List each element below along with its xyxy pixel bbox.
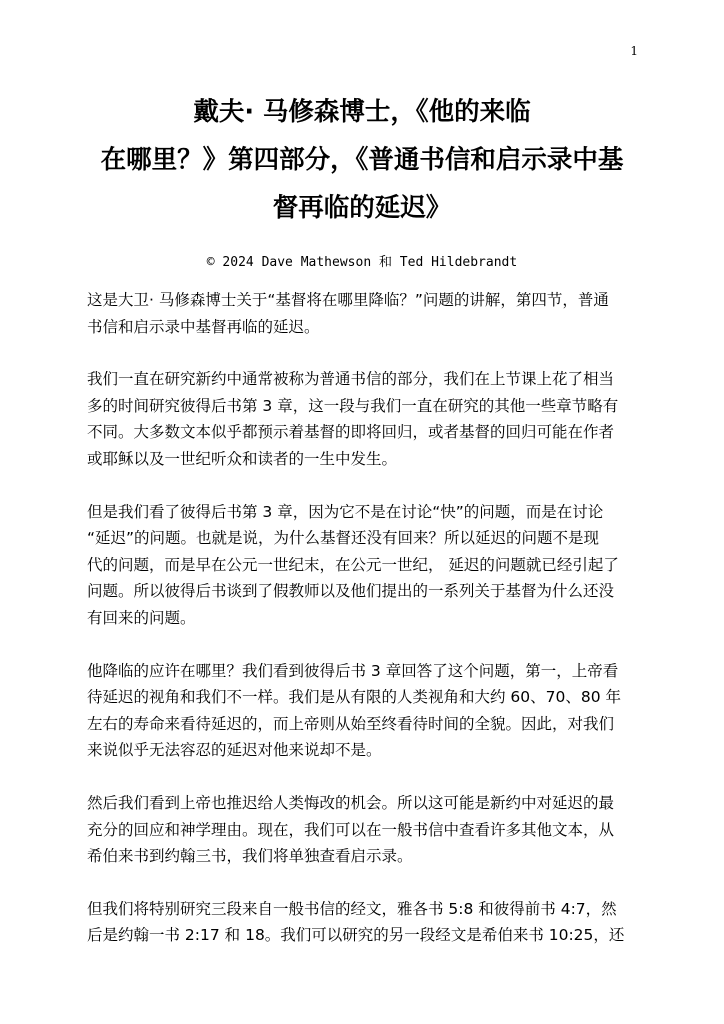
paragraph xyxy=(87,366,647,472)
text-line: 有回来的问题。 xyxy=(87,608,196,627)
text-line: 这是大卫· 马修森博士关于“基督将在哪里降临？”问题的讲解，第四节，普通 xyxy=(87,291,609,309)
text-line: 或耶稣以及一世纪听众和读者的一生中发生。 xyxy=(87,449,398,468)
text-line: 充分的回应和神学理由。现在，我们可以在一般书信中查看许多其他文本，从 xyxy=(87,820,615,839)
text-line: 但是我们看了彼得后书第 3 章，因为它不是在讨论“快”的问题，而是在讨论 xyxy=(87,502,604,521)
text-line: 希伯来书到约翰三书，我们将单独查看启示录。 xyxy=(87,847,413,866)
copyright-notice: © 2024 Dave Mathewson 和 Ted Hildebrandt xyxy=(206,255,518,270)
text-line: 问题。所以彼得后书谈到了假教师以及他们提出的一系列关于基督为什么还没 xyxy=(87,582,615,601)
title-line: 督再临的延迟》 xyxy=(272,193,452,223)
text-line: 书信和启示录中基督再临的延迟。 xyxy=(87,317,320,336)
text-line: 我们一直在研究新约中通常被称为普通书信的部分，我们在上节课上花了相当 xyxy=(87,370,615,389)
title-line: 戴夫· 马修森博士，《他的来临 xyxy=(193,97,531,127)
text-line: 待延迟的视角和我们不一样。我们是从有限的人类视角和大约 60、70、80 年 xyxy=(87,688,622,707)
page-number: 1 xyxy=(630,44,638,58)
text-line: 左右的寿命来看待延迟的，而上帝则从始至终看待时间的全貌。因此，对我们 xyxy=(87,714,615,733)
paragraph xyxy=(87,896,647,949)
paragraph xyxy=(87,658,647,764)
document-title xyxy=(74,88,650,232)
text-line: 然后我们看到上帝也推迟给人类悔改的机会。所以这可能是新约中对延迟的最 xyxy=(87,793,615,812)
text-line: 不同。大多数文本似乎都预示着基督的即将回归，或者基督的回归可能在作者 xyxy=(87,423,615,442)
paragraph xyxy=(87,790,647,870)
text-line: 但我们将特别研究三段来自一般书信的经文，雅各书 5:8 和彼得前书 4:7，然 xyxy=(87,899,617,918)
text-line: “延迟”的问题。也就是说，为什么基督还没有回来？所以延迟的问题不是现 xyxy=(87,529,600,548)
document-body xyxy=(87,287,647,975)
paragraph xyxy=(87,499,647,632)
text-line: 多的时间研究彼得后书第 3 章，这一段与我们一直在研究的其他一些章节略有 xyxy=(87,396,619,415)
text-line: 他降临的应许在哪里？我们看到彼得后书 3 章回答了这个问题，第一，上帝看 xyxy=(87,661,619,680)
text-line: 代的问题，而是早在公元一世纪末，在公元一世纪， 延迟的问题就已经引起了 xyxy=(87,555,619,574)
title-line: 在哪里？》第四部分，《普通书信和启示录中基 xyxy=(100,145,624,175)
text-line: 后是约翰一书 2:17 和 18。我们可以研究的另一段经文是希伯来书 10:25，还 xyxy=(87,926,625,945)
paragraph xyxy=(87,287,647,340)
text-line: 来说似乎无法容忍的延迟对他来说却不是。 xyxy=(87,741,382,760)
